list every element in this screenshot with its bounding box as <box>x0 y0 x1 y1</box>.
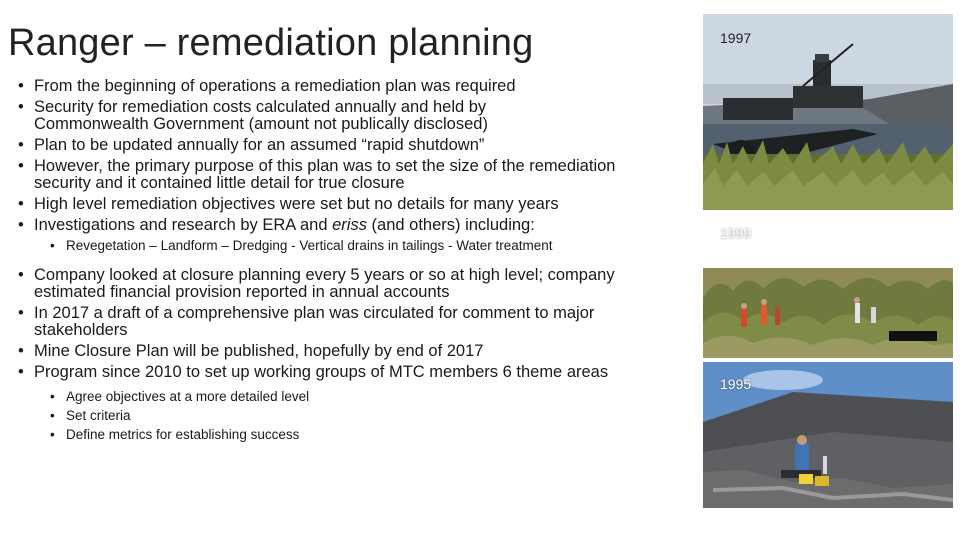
photo-1999-revegetation <box>703 213 953 358</box>
investigations-suffix: (and others) including: <box>366 216 535 234</box>
bullet-item: • Security for remediation costs calculated annually and held by Commonwealth Government (amount not publically disclosed) <box>18 99 668 133</box>
sub-bullet-item: • Agree objectives at a more detailed level <box>50 389 668 404</box>
investigations-italic: eriss <box>332 216 367 234</box>
bullet-item: • In 2017 a draft of a comprehensive plan was circulated for comment to major stakeholders <box>18 305 668 339</box>
bullet-item-investigations <box>18 217 668 234</box>
photo-year-label: 1997 <box>720 30 752 46</box>
investigations-prefix: Investigations and research by ERA and <box>34 216 333 234</box>
bullet-item: • From the beginning of operations a remediation plan was required <box>18 78 668 95</box>
photo-1997-dredge <box>703 14 953 210</box>
bullet-item: • High level remediation objectives were set but no details for many years <box>18 196 668 213</box>
photo-1995-tailings <box>703 362 953 508</box>
bullet-item: • Mine Closure Plan will be published, hopefully by end of 2017 <box>18 343 668 360</box>
sub-bullet-item: • Set criteria <box>50 408 668 423</box>
bullet-item: • Company looked at closure planning every 5 years or so at high level; company estimated financial provision reported in annual accounts <box>18 267 668 301</box>
sub-bullet-item: • Revegetation – Landform – Dredging - Vertical drains in tailings - Water treatment <box>50 238 668 253</box>
bullet-item: • Program since 2010 to set up working groups of MTC members 6 theme areas <box>18 364 668 381</box>
photo-year-label: 1999 <box>720 225 752 241</box>
slide-title: Ranger – remediation planning <box>8 22 534 64</box>
bullet-item: • Plan to be updated annually for an assumed “rapid shutdown” <box>18 137 668 154</box>
bullet-list <box>18 78 668 446</box>
photo-year-label: 1995 <box>720 376 752 392</box>
sub-bullet-item: • Define metrics for establishing success <box>50 427 668 442</box>
bullet-item: • However, the primary purpose of this plan was to set the size of the remediation security and it contained little detail for true closure <box>18 158 668 192</box>
